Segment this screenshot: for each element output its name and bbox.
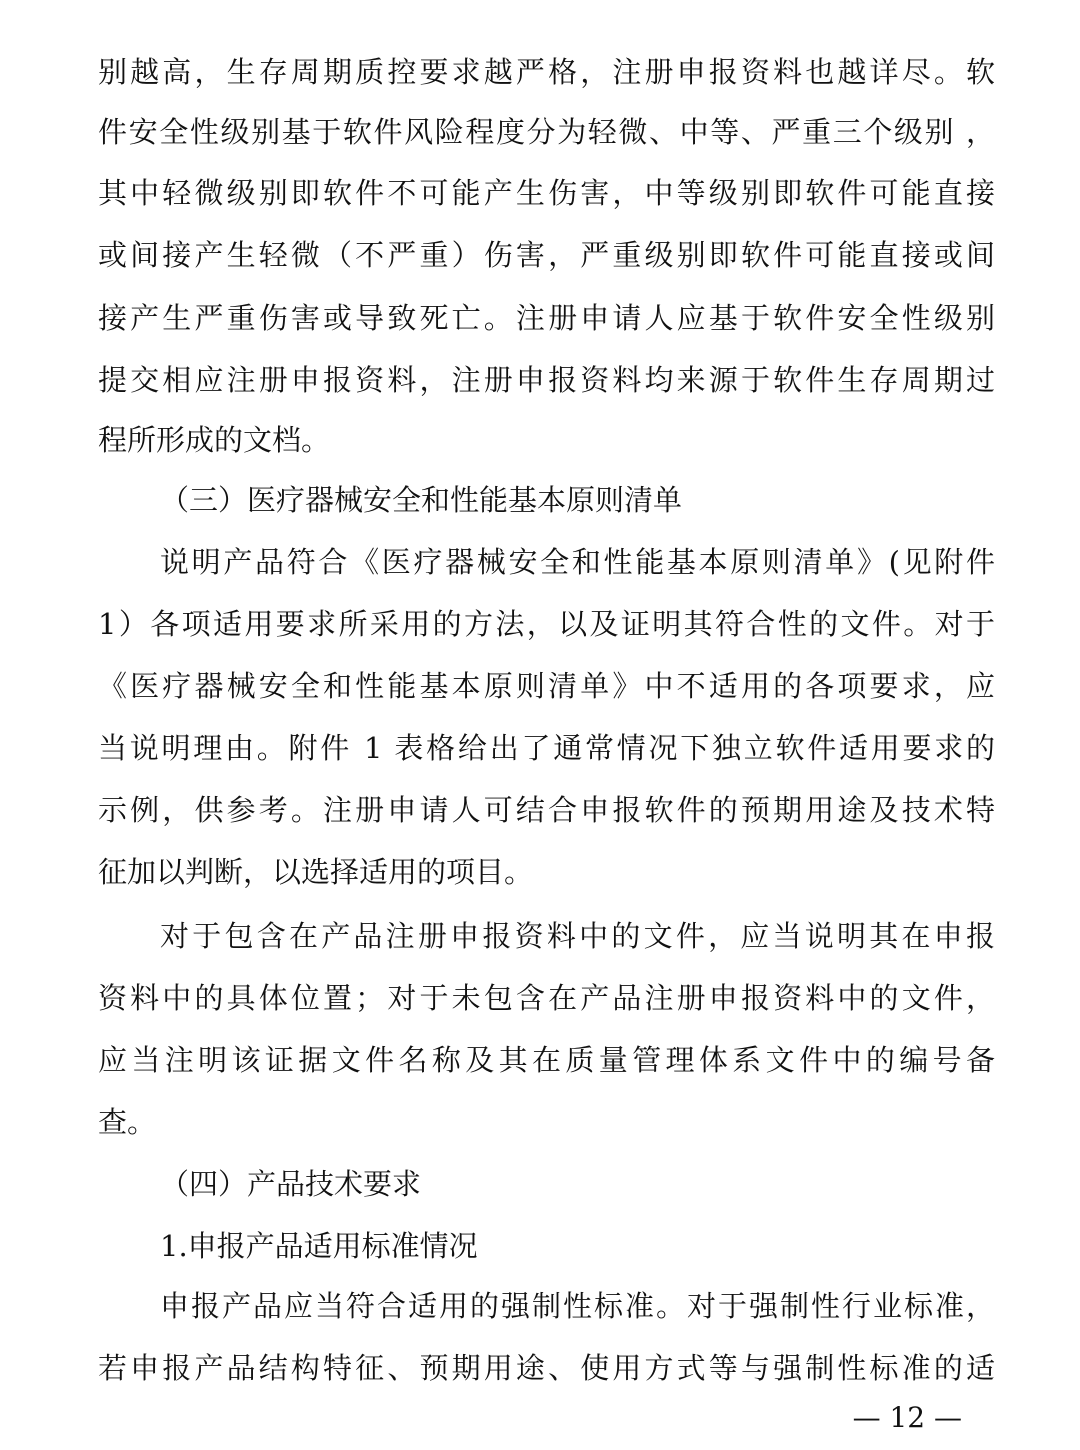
- text-line: 1）各项适用要求所采用的方法，以及证明其符合性的文件。对于: [98, 607, 995, 641]
- section-heading: （四）产品技术要求: [160, 1167, 422, 1201]
- text-line: 当说明理由。附件 1 表格给出了通常情况下独立软件适用要求的: [98, 731, 995, 765]
- text-line: 说明产品符合《医疗器械安全和性能基本原则清单》(见附件: [160, 545, 995, 579]
- text-line: 接产生严重伤害或导致死亡。注册申请人应基于软件安全性级别: [98, 301, 995, 335]
- text-line: 《医疗器械安全和性能基本原则清单》中不适用的各项要求，应: [98, 669, 995, 703]
- text-line: 程所形成的文档。: [98, 423, 331, 457]
- section-heading: （三）医疗器械安全和性能基本原则清单: [160, 483, 683, 517]
- text-line: 件安全性级别基于软件风险程度分为轻微、中等、严重三个级别 ，: [98, 115, 995, 149]
- subsection-heading: 1.申报产品适用标准情况: [160, 1229, 478, 1263]
- text-line: 若申报产品结构特征、预期用途、使用方式等与强制性标准的适: [98, 1351, 995, 1385]
- text-line: 申报产品应当符合适用的强制性标准。对于强制性行业标准，: [160, 1289, 995, 1323]
- text-line: 其中轻微级别即软件不可能产生伤害，中等级别即软件可能直接: [98, 176, 995, 210]
- text-line: 别越高，生存周期质控要求越严格，注册申报资料也越详尽。软: [98, 55, 995, 89]
- text-line: 提交相应注册申报资料，注册申报资料均来源于软件生存周期过: [98, 363, 995, 397]
- text-line: 征加以判断，以选择适用的项目。: [98, 855, 534, 889]
- text-line: 资料中的具体位置；对于未包含在产品注册申报资料中的文件，: [98, 981, 995, 1015]
- text-line: 查。: [98, 1105, 157, 1139]
- text-line: 或间接产生轻微（不严重）伤害，严重级别即软件可能直接或间: [98, 238, 995, 272]
- text-line: 对于包含在产品注册申报资料中的文件，应当说明其在申报: [160, 919, 995, 953]
- text-line: 示例，供参考。注册申请人可结合申报软件的预期用途及技术特: [98, 793, 995, 827]
- text-line: 应当注明该证据文件名称及其在质量管理体系文件中的编号备: [98, 1043, 995, 1077]
- page-number: — 12 —: [852, 1401, 962, 1434]
